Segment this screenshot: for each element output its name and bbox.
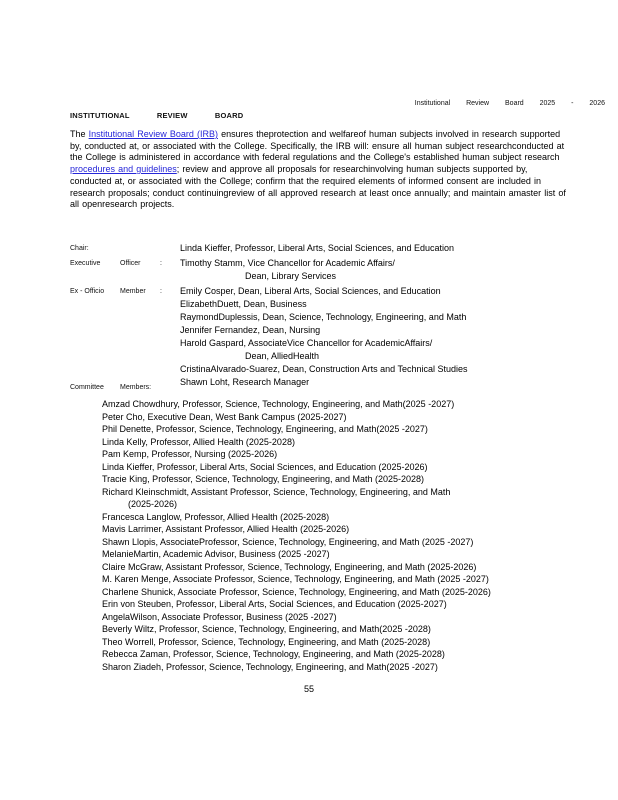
intro-paragraph [70,129,569,211]
member-line-continuation: (2025-2026) [128,499,178,509]
role-label-colon: : [160,287,162,295]
member-line: Amzad Chowdhury, Professor, Science, Technology, Engineering, and Math(2025 -2027) [102,399,455,409]
paragraph-text: The [70,129,89,139]
role-line-continuation: Dean, Library Services [245,271,337,281]
member-line: Linda Kelly, Professor, Allied Health (2025-2028) [102,436,295,447]
role-line: Linda Kieffer, Professor, Liberal Arts, Social Sciences, and Education [180,243,454,253]
member-line: Francesca Langlow, Professor, Allied Health (2025-2028) [102,511,330,522]
role-label-word-1: Executive [70,259,101,267]
role-label-word-1: Chair: [70,244,89,252]
member-line: Claire McGraw, Assistant Professor, Science, Technology, Engineering, and Math (2025-2026) [102,561,477,572]
role-label-colon: : [160,259,162,267]
role-line: Timothy Stamm, Vice Chancellor for Academic Affairs/ [180,258,395,268]
inline-link[interactable]: procedures and guidelines [70,164,177,175]
role-lines [180,257,395,283]
role-line: Emily Cosper, Dean, Liberal Arts, Social Sciences, and Education [180,286,441,296]
committee-members-label [70,384,618,391]
role-line: Harold Gaspard, AssociateVice Chancellor for AcademicAffairs/ [180,338,433,348]
member-line: Peter Cho, Executive Dean, West Bank Campus (2025-2027) [102,411,347,422]
page-title: INSTITUTIONAL REVIEW BOARD [70,111,244,120]
role-lines [180,242,454,255]
member-line: AngelaWilson, Associate Professor, Business (2025 -2027) [102,611,337,622]
member-line: Linda Kieffer, Professor, Liberal Arts, Social Sciences, and Education (2025-2026) [102,461,428,472]
paragraph-text: ; review and approve all proposals for researchinvolving human subjects supported by, conducted at, or associated with the College; confirm that the required elements of informed consent are included in research proposals; conduct continuingreview of all approved research at least once annually; and maintain amaster list of all openresearch projects. [70,164,566,210]
member-line: Shawn Llopis, AssociateProfessor, Science, Technology, Engineering, and Math (2025 -2027) [102,536,474,547]
paragraph-text: ensures theprotection and welfareof human subjects involved in research supported by, conducted at, or associated with the College. Specifically, the IRB will: ensure all human subject researchconducted at the College is administered in accordance with federal regulations and the College's established human subject research [70,129,565,163]
member-line: Mavis Larrimer, Assistant Professor, Allied Health (2025-2026) [102,524,350,534]
member-line: Beverly Wiltz, Professor, Science, Technology, Engineering, and Math(2025 -2028) [102,624,431,634]
member-line: Charlene Shunick, Associate Professor, Science, Technology, Engineering, and Math (2025-2026) [102,586,491,597]
role-line: ElizabethDuett, Dean, Business [180,299,307,309]
running-header: Institutional Review Board 2025 - 2026 [414,100,605,107]
role-line-continuation: Dean, AlliedHealth [245,351,320,361]
role-label [70,257,180,283]
role-label-word-2: Member [120,287,146,295]
inline-link[interactable]: Institutional Review Board (IRB) [88,129,218,139]
member-line: Pam Kemp, Professor, Nursing (2025-2026) [102,449,278,459]
member-line: Sharon Ziadeh, Professor, Science, Technology, Engineering, and Math(2025 -2027) [102,661,438,672]
role-lines [180,285,467,389]
role-row [70,242,610,255]
committee-member-list [70,398,618,673]
role-line: Jennifer Fernandez, Dean, Nursing [180,325,321,335]
roles-section [70,242,610,391]
role-label-word-2: Officer [120,259,141,267]
role-row [70,257,610,283]
committee-label-word-1: Committee [70,384,104,391]
member-line: Tracie King, Professor, Science, Technology, Engineering, and Math (2025-2028) [102,474,425,484]
member-line: Phil Denette, Professor, Science, Technology, Engineering, and Math(2025 -2027) [102,424,428,434]
role-row [70,285,610,389]
member-line: M. Karen Menge, Associate Professor, Science, Technology, Engineering, and Math (2025 -2027) [102,574,489,584]
member-line: Rebecca Zaman, Professor, Science, Technology, Engineering, and Math (2025-2028) [102,649,445,659]
committee-label-word-2: Members: [120,384,152,391]
role-line: RaymondDuplessis, Dean, Science, Technology, Engineering, and Math [180,312,467,322]
role-line: CristinaAlvarado-Suarez, Dean, Construction Arts and Technical Studies [180,364,468,374]
role-line: Shawn Loht, Research Manager [180,377,310,387]
member-line: Richard Kleinschmidt, Assistant Professor, Science, Technology, Engineering, and Math [102,486,451,497]
role-label-word-1: Ex - Officio [70,287,105,295]
committee-section [70,384,618,673]
role-label-word-2 [120,245,160,256]
member-line: MelanieMartin, Academic Advisor, Business (2025 -2027) [102,549,330,559]
member-line: Theo Worrell, Professor, Science, Technology, Engineering, and Math (2025-2028) [102,636,431,647]
role-label [70,242,180,255]
page-number: 55 [303,684,314,694]
role-label [70,285,180,389]
member-line: Erin von Steuben, Professor, Liberal Arts, Social Sciences, and Education (2025-2027) [102,599,447,609]
